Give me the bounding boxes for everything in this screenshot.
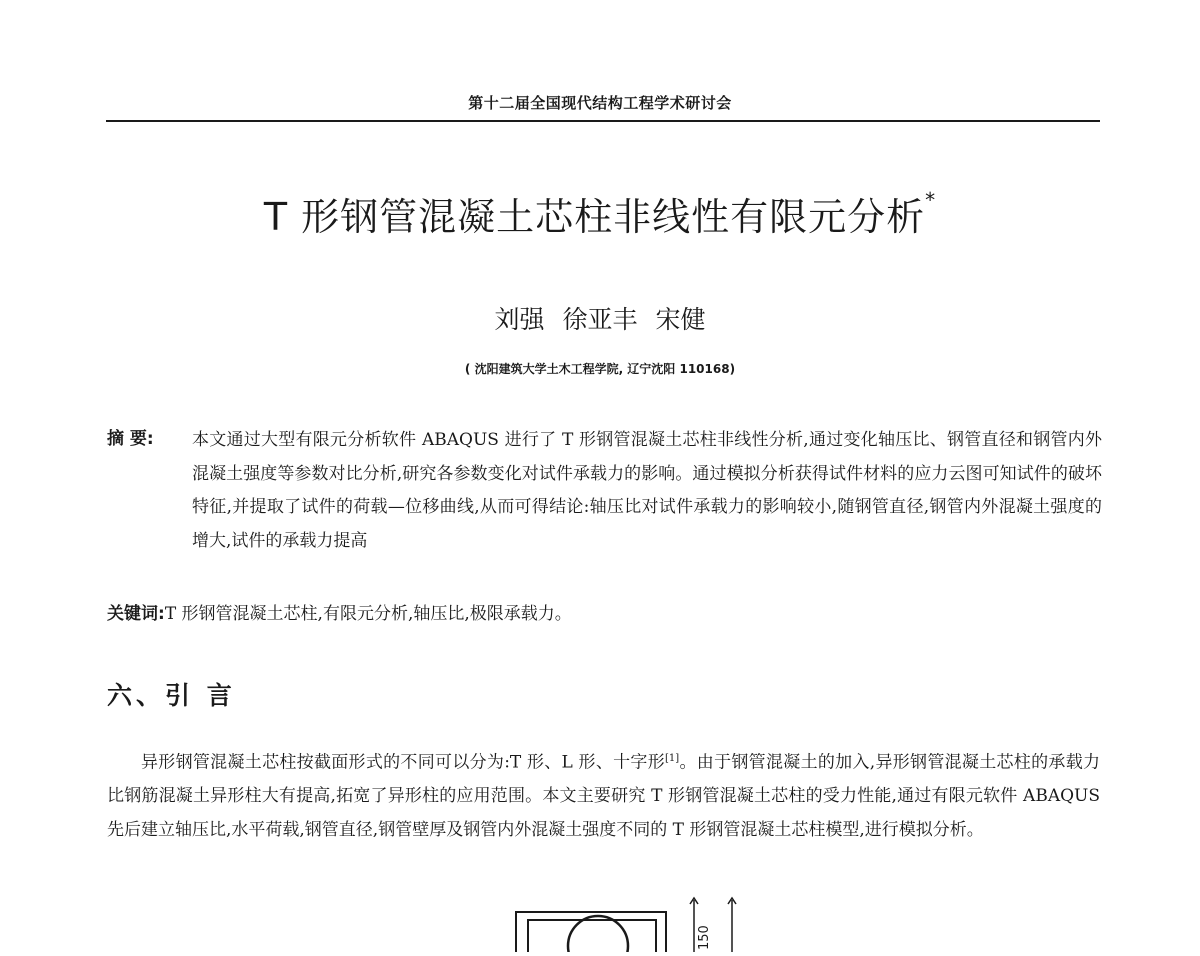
- intro-text-part2: 。由于钢管混凝土的加入,异形钢管混凝土芯柱的承载力比钢筋混凝土异形柱大有提高,拓宽了异形柱的应用范围。本文主要研究 T 形钢管混凝土芯柱的受力性能,通过有限元软件 ABAQUS 先后建立轴压比,水平荷载,钢管直径,钢管壁厚及钢管内外混凝土强度不同的 T 形钢管混凝土芯柱模型,进行模拟分析。: [107, 752, 1100, 840]
- abstract: [107, 424, 1102, 558]
- intro-paragraph: [107, 742, 1100, 847]
- header-rule: [106, 120, 1100, 122]
- figure-drawing: [512, 890, 752, 952]
- keywords-label: 关键词:: [107, 604, 165, 624]
- abstract-text: 本文通过大型有限元分析软件 ABAQUS 进行了 T 形钢管混凝土芯柱非线性分析,通过变化轴压比、钢管直径和钢管内外混凝土强度等参数对比分析,研究各参数变化对试件承载力的影响。通过模拟分析获得试件材料的应力云图可知试件的破坏特征,并提取了试件的荷载—位移曲线,从而可得结论:轴压比对试件承载力的影响较小,随钢管直径,钢管内外混凝土强度的增大,试件的承载力提高: [192, 430, 1102, 551]
- dimension-label: 150: [697, 925, 712, 950]
- title-footnote-mark: *: [925, 188, 937, 212]
- keywords-text: T 形钢管混凝土芯柱,有限元分析,轴压比,极限承载力。: [164, 604, 572, 624]
- section-heading: 六、引 言: [107, 681, 236, 710]
- paper-title-text: T 形钢管混凝土芯柱非线性有限元分析: [263, 195, 926, 239]
- running-head: 第十二届全国现代结构工程学术研讨会: [468, 94, 732, 112]
- steel-tube-circle: [568, 916, 628, 952]
- citation-ref: [1]: [665, 753, 680, 764]
- abstract-label: 摘 要:: [107, 429, 154, 449]
- authors: 刘强 徐亚丰 宋健: [494, 305, 706, 334]
- keywords: [107, 598, 1102, 631]
- t-section-figure: [512, 890, 752, 952]
- affiliation: ( 沈阳建筑大学土木工程学院, 辽宁沈阳 110168): [464, 362, 736, 376]
- intro-text-part1: 异形钢管混凝土芯柱按截面形式的不同可以分为:T 形、L 形、十字形: [141, 752, 666, 773]
- paper-title: [0, 186, 1200, 241]
- inner-section-outline: [528, 920, 656, 952]
